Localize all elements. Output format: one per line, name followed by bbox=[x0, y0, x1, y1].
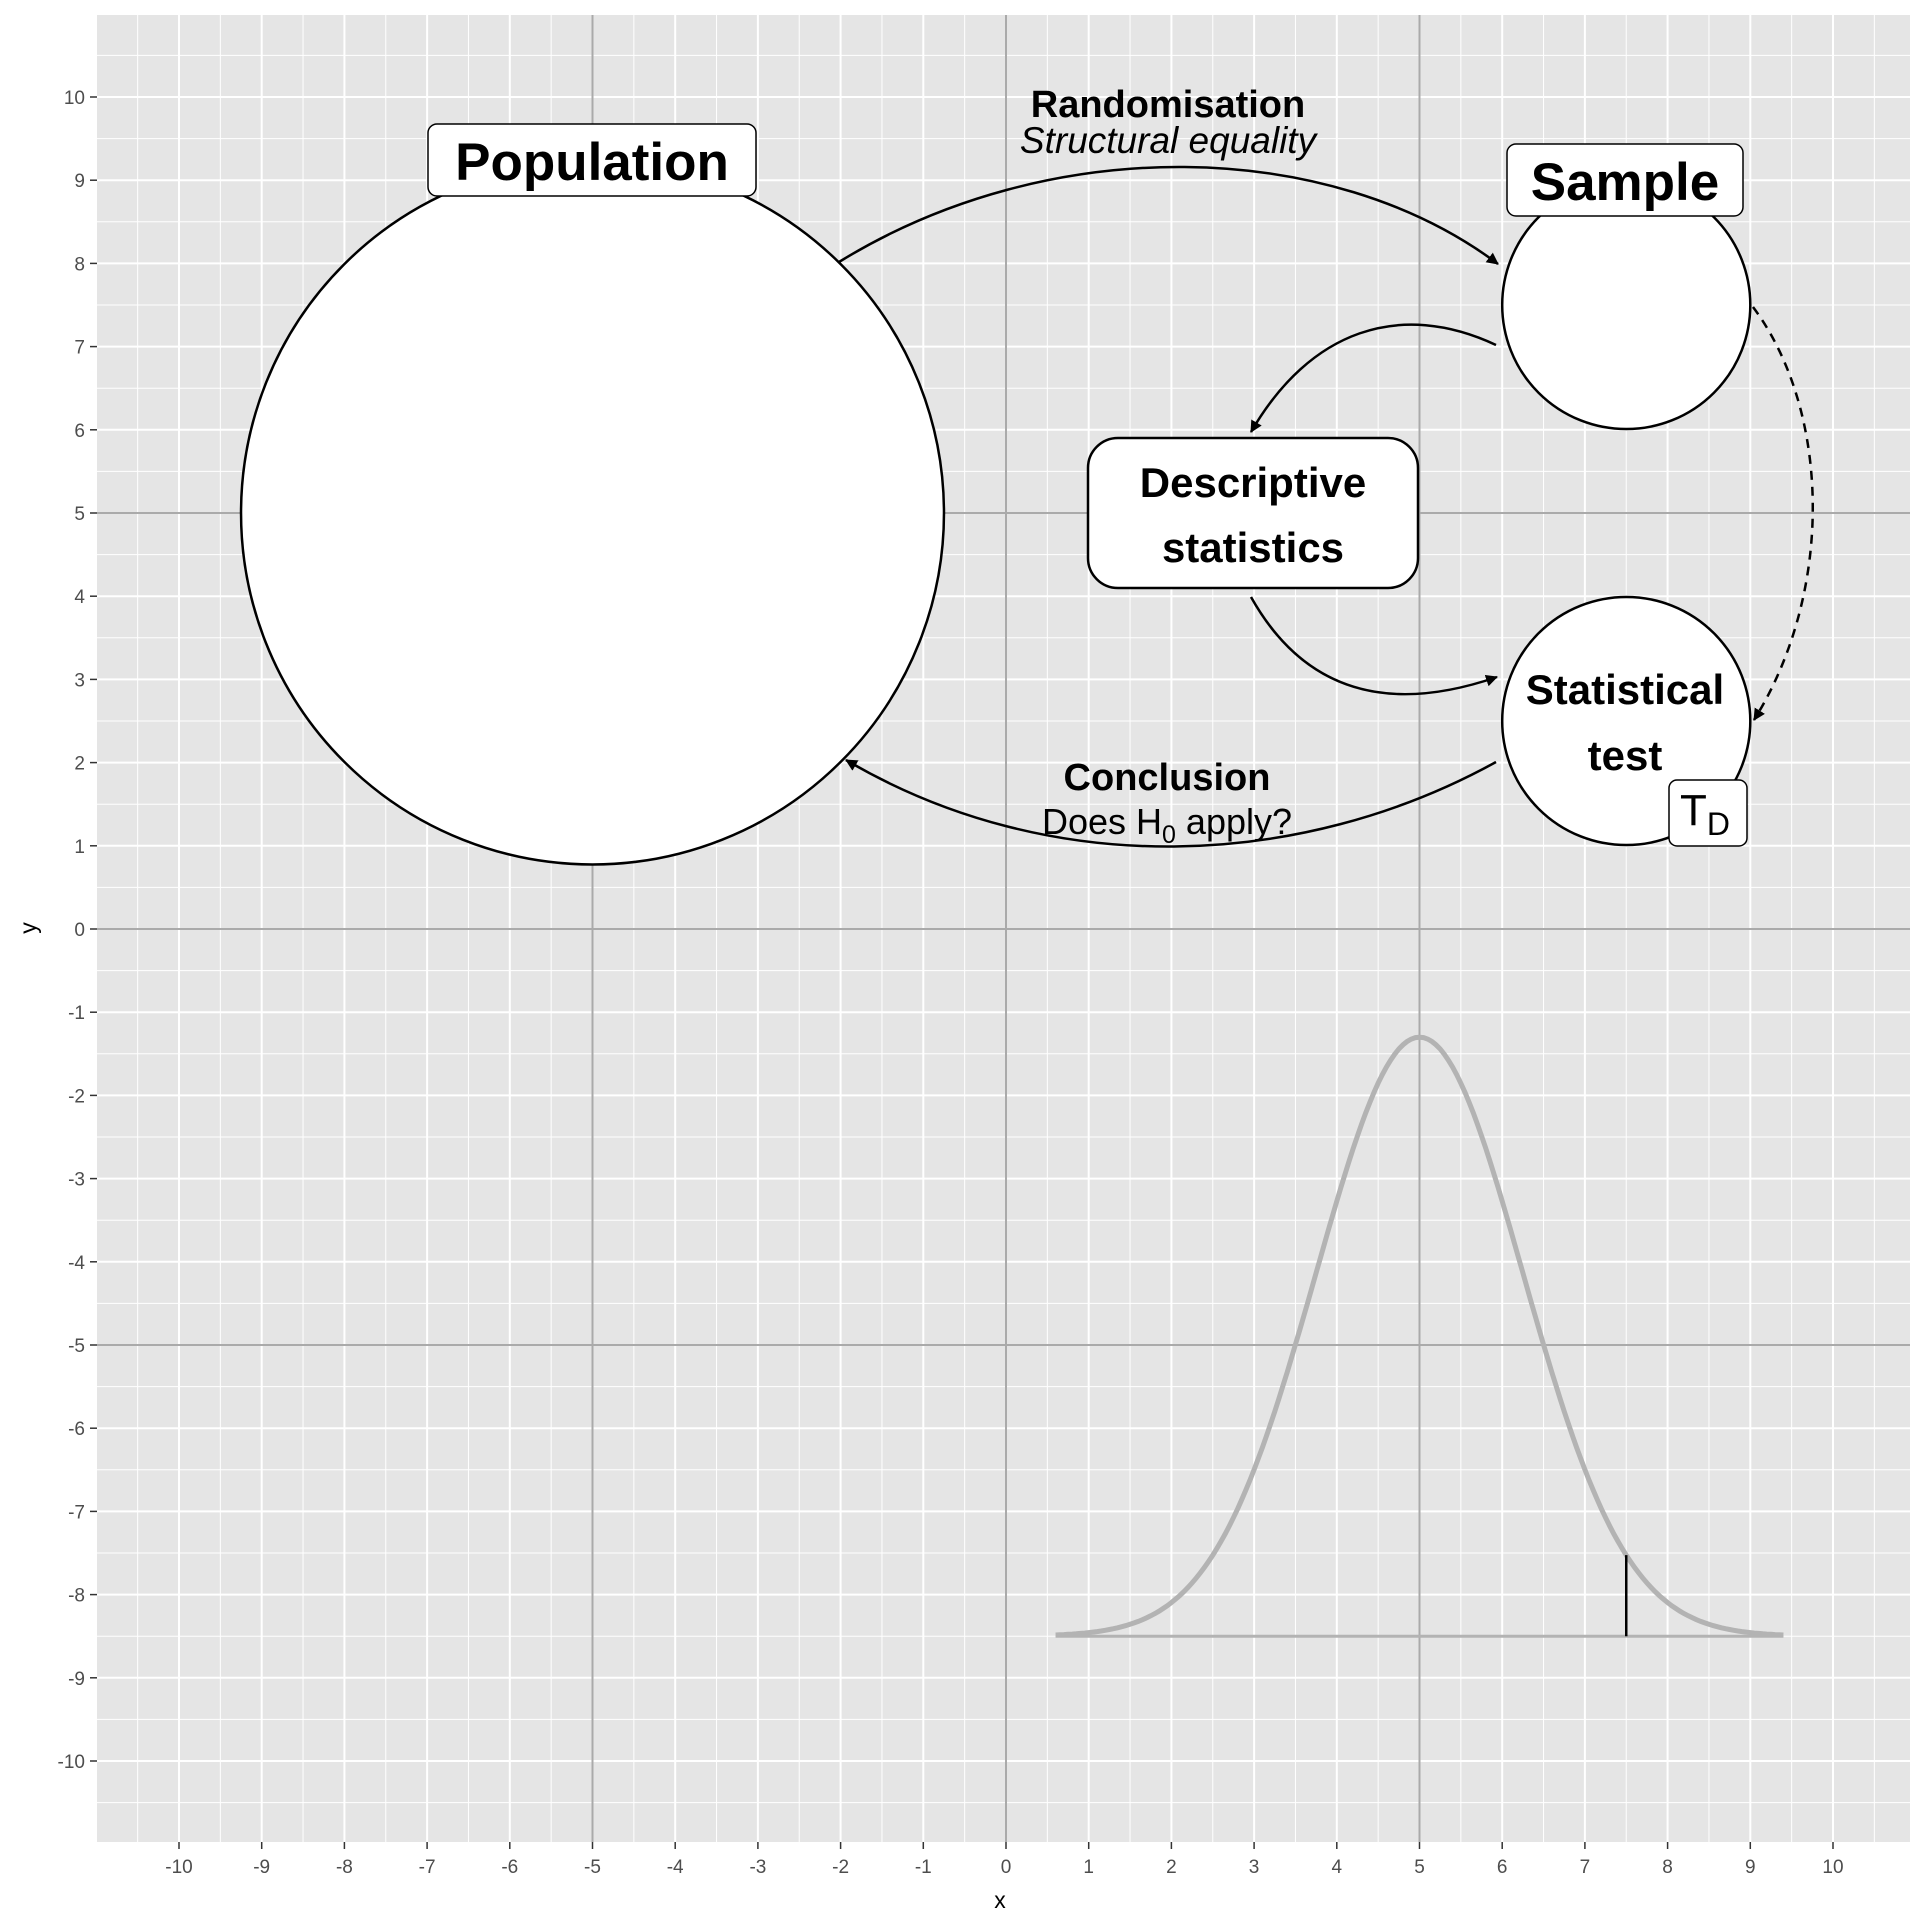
x-axis-title: x bbox=[994, 1887, 1006, 1913]
x-tick-label: 6 bbox=[1496, 1857, 1508, 1878]
y-tick-label: 1 bbox=[74, 836, 85, 858]
sample-circle bbox=[1502, 181, 1750, 429]
y-tick-label: -7 bbox=[68, 1502, 85, 1524]
y-tick-label: -9 bbox=[68, 1668, 85, 1690]
x-tick-label: -4 bbox=[666, 1857, 684, 1878]
td-subscript: D bbox=[1706, 806, 1730, 842]
x-tick-label: 2 bbox=[1166, 1857, 1177, 1878]
y-tick-label: 6 bbox=[74, 420, 85, 442]
y-tick-label: 4 bbox=[74, 587, 85, 609]
statistical-test-label-line2: test bbox=[1587, 732, 1663, 779]
x-tick-label: -7 bbox=[418, 1857, 436, 1878]
statistical-test-label-line1: Statistical bbox=[1525, 666, 1725, 713]
x-tick-label: -6 bbox=[501, 1857, 519, 1878]
y-axis-ticks bbox=[58, 88, 97, 1773]
structural-equality-label: Structural equality bbox=[1019, 120, 1317, 161]
x-tick-label: 0 bbox=[1000, 1857, 1012, 1878]
h0-question-prefix: Does H bbox=[1041, 801, 1163, 842]
y-tick-label: -2 bbox=[68, 1086, 85, 1108]
h0-question-suffix: apply? bbox=[1175, 801, 1293, 842]
sample-label: Sample bbox=[1530, 153, 1720, 212]
y-tick-label: -4 bbox=[68, 1252, 85, 1274]
x-tick-label: -10 bbox=[165, 1857, 193, 1878]
x-tick-label: -5 bbox=[584, 1857, 601, 1878]
td-main: T bbox=[1680, 786, 1707, 835]
x-tick-label: 9 bbox=[1745, 1857, 1756, 1878]
x-tick-label: 10 bbox=[1822, 1857, 1844, 1878]
x-tick-label: -9 bbox=[253, 1857, 271, 1878]
randomisation-label: Randomisation bbox=[1030, 84, 1306, 126]
h0-subscript: 0 bbox=[1162, 821, 1176, 849]
conclusion-label: Conclusion bbox=[1063, 757, 1271, 799]
x-tick-label: 3 bbox=[1248, 1857, 1260, 1878]
y-tick-label: 7 bbox=[74, 337, 85, 359]
population-circle bbox=[241, 162, 944, 865]
y-tick-label: 5 bbox=[74, 504, 85, 525]
x-tick-label: 8 bbox=[1662, 1857, 1673, 1878]
y-tick-label: 9 bbox=[74, 171, 85, 193]
y-tick-label: 0 bbox=[74, 920, 85, 941]
y-tick-label: -6 bbox=[68, 1419, 85, 1441]
x-tick-label: 1 bbox=[1083, 1857, 1094, 1878]
y-tick-label: 2 bbox=[74, 753, 85, 775]
x-tick-label: 4 bbox=[1331, 1857, 1343, 1878]
y-axis-title: y bbox=[15, 922, 41, 934]
y-tick-label: 8 bbox=[74, 254, 85, 276]
x-tick-label: -8 bbox=[335, 1857, 353, 1878]
descriptive-label-line2: statistics bbox=[1161, 524, 1345, 571]
y-tick-label: -10 bbox=[57, 1752, 85, 1773]
descriptive-label-line1: Descriptive bbox=[1139, 459, 1367, 506]
y-tick-label: 10 bbox=[63, 88, 85, 109]
x-tick-label: 5 bbox=[1414, 1857, 1425, 1878]
population-label: Population bbox=[455, 133, 729, 192]
x-tick-label: -3 bbox=[749, 1857, 767, 1878]
y-tick-label: -5 bbox=[68, 1336, 85, 1357]
y-tick-label: -3 bbox=[68, 1169, 85, 1191]
y-tick-label: -8 bbox=[68, 1585, 85, 1607]
x-tick-label: 7 bbox=[1579, 1857, 1591, 1878]
x-tick-label: -2 bbox=[832, 1857, 850, 1878]
x-tick-label: -1 bbox=[914, 1857, 932, 1878]
y-tick-label: -1 bbox=[68, 1003, 85, 1025]
x-axis-ticks bbox=[165, 1842, 1843, 1878]
y-tick-label: 3 bbox=[74, 670, 85, 692]
